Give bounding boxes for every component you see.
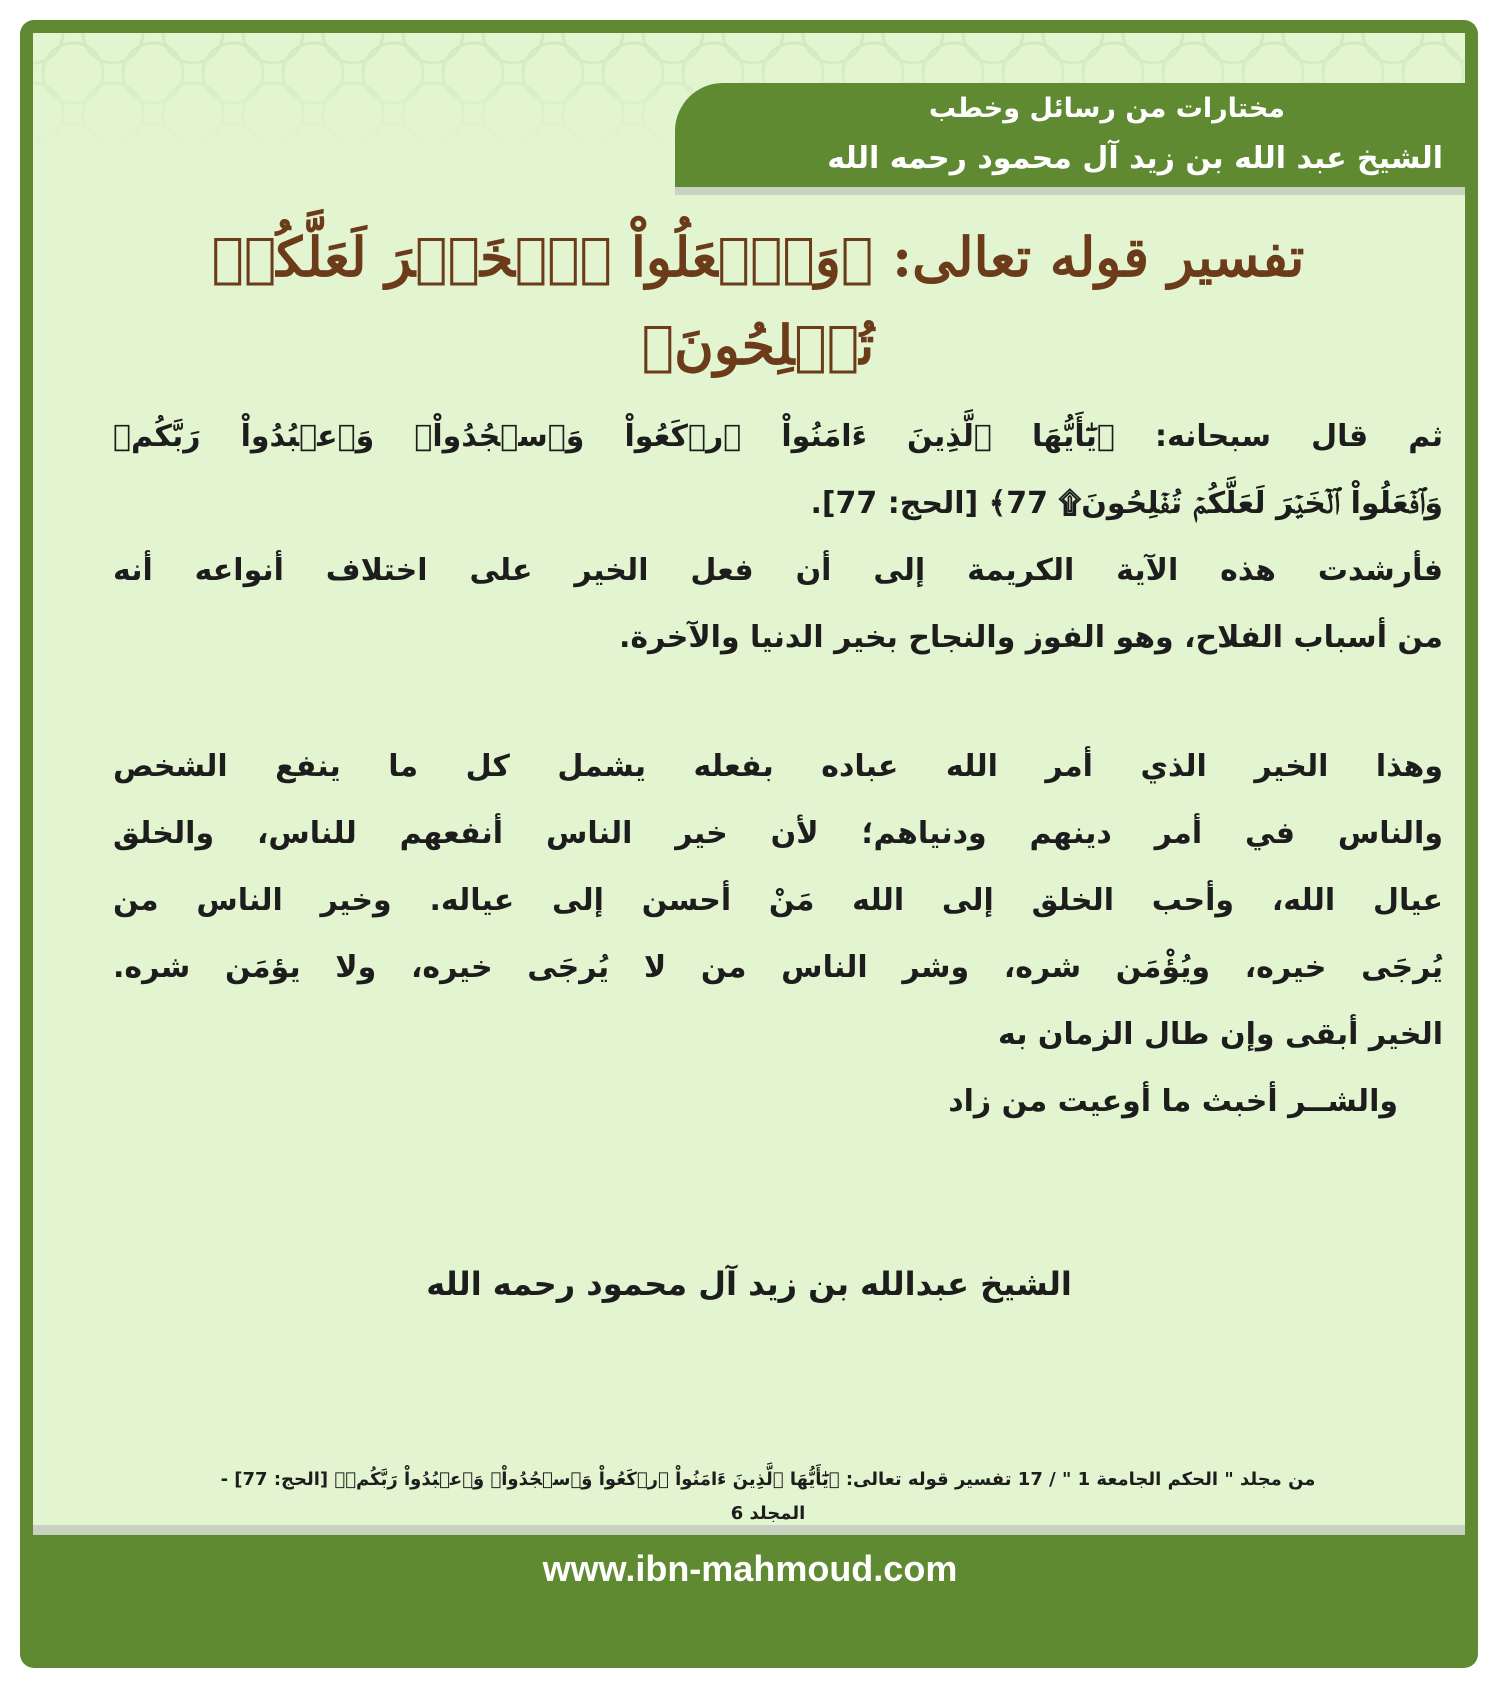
header-banner: [675, 83, 1465, 195]
poem-verse: والشــر أخبث ما أوعيت من زاد: [948, 1084, 1398, 1119]
body-line: يُرجَى خيره، ويُؤْمَن شره، وشر الناس من لا يُرجَى خيره، ولا يؤمَن شره.: [113, 950, 1443, 985]
author-signature: الشيخ عبدالله بن زيد آل محمود رحمه الله: [426, 1265, 1072, 1303]
poem-verse: الخير أبقى وإن طال الزمان به: [998, 1017, 1443, 1052]
website-link[interactable]: www.ibn-mahmoud.com: [542, 1548, 958, 1589]
header-author: الشيخ عبد الله بن زيد آل محمود رحمه الله: [827, 141, 1443, 176]
body-line: عيال الله، وأحب الخلق إلى الله مَنْ أحسن إلى عياله. وخير الناس من: [113, 883, 1443, 918]
body-line: والناس في أمر دينهم ودنياهم؛ لأن خير الناس أنفعهم للناس، والخلق: [113, 816, 1443, 851]
header-series-title: مختارات من رسائل وخطب: [928, 93, 1285, 124]
body-line: وهذا الخير الذي أمر الله عباده بفعله يشمل كل ما ينفع الشخص: [113, 749, 1443, 784]
body-line: وَٱفۡعَلُواْ ٱلۡخَيۡرَ لَعَلَّكُمۡ تُفۡلِحُونَ۩ 77﴾ [الحج: 77].: [810, 486, 1443, 521]
body-line: ثم قال سبحانه: ﴿يَٰٓأَيُّهَا ٱلَّذِينَ ءَامَنُواْ ٱرۡكَعُواْ وَٱسۡجُدُواْۤ وَٱعۡبُدُواْ رَبَّكُمۡ: [113, 419, 1443, 454]
source-line: من مجلد " الحكم الجامعة 1 " / 17 تفسير قوله تعالى: ﴿يَٰٓأَيُّهَا ٱلَّذِينَ ءَامَنُواْ ٱرۡكَعُواْ وَٱسۡجُدُواْۤ وَٱعۡبُدُواْ رَبَّكُمۡ﴾ [الحج: 77] -: [220, 1469, 1316, 1490]
body-line: فأرشدت هذه الآية الكريمة إلى أن فعل الخير على اختلاف أنواعه أنه: [113, 553, 1443, 588]
article-body: [113, 403, 1443, 1135]
content-card: [33, 33, 1465, 1535]
body-line: من أسباب الفلاح، وهو الفوز والنجاح بخير الدنيا والآخرة.: [618, 620, 1443, 655]
page-title: تفسير قوله تعالى: ﴿وَٱفۡعَلُواْ ٱلۡخَيۡرَ لَعَلَّكُمۡ تُفۡلِحُونَ﴾: [211, 225, 1305, 377]
source-line: المجلد 6: [730, 1503, 806, 1524]
source-citation: [153, 1463, 1383, 1531]
